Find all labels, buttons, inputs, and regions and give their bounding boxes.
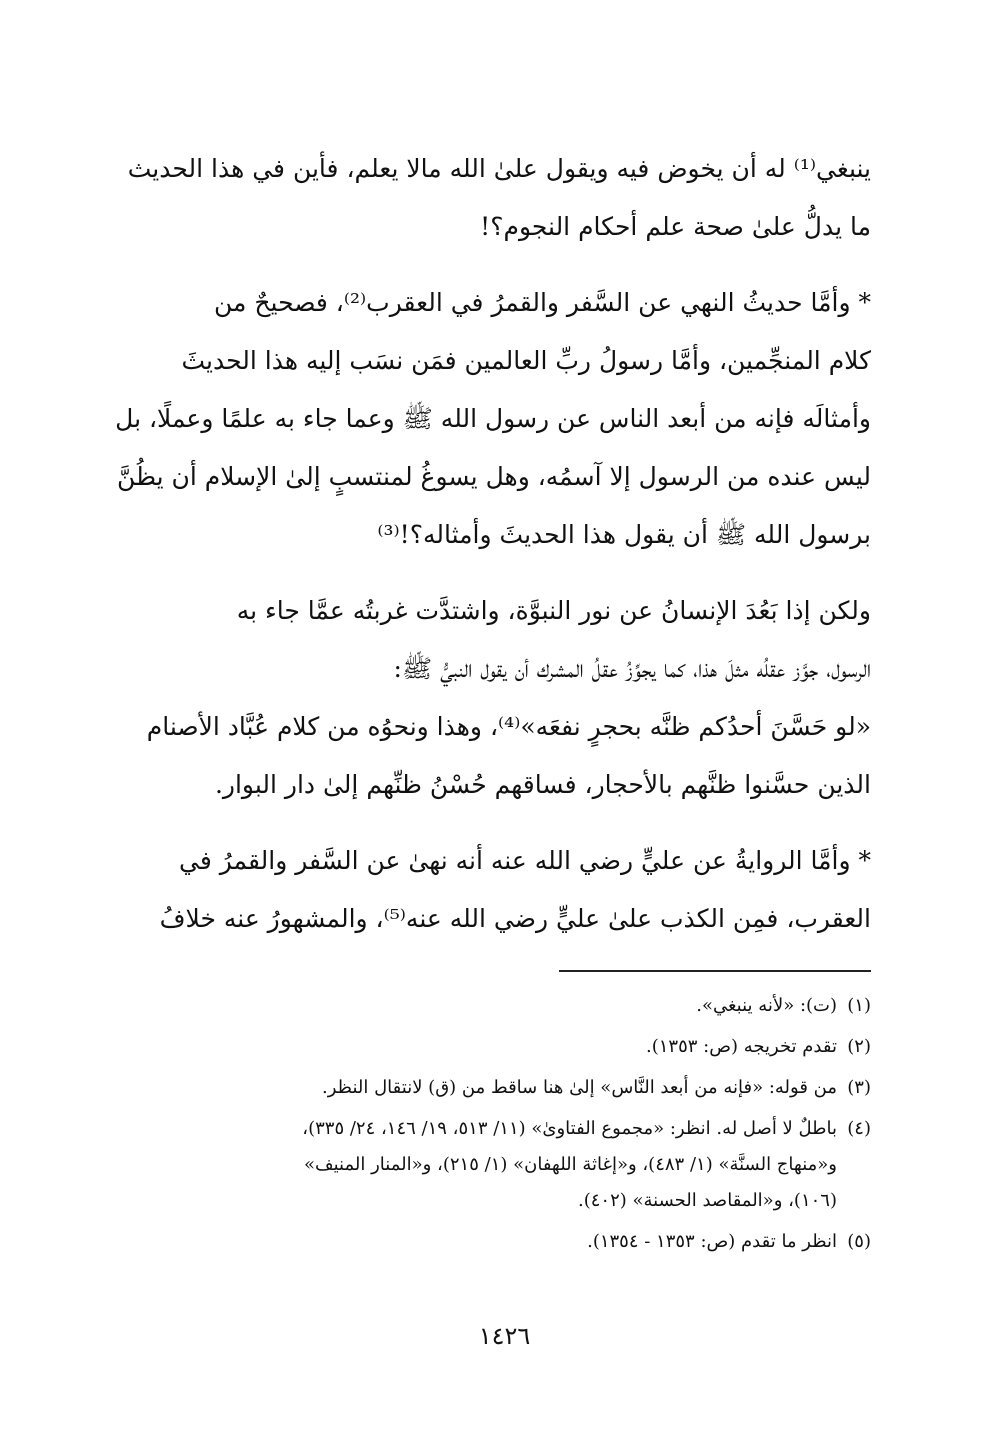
text-line: العقرب، فمِن الكذب علىٰ عليٍّ رضي الله عنه⁽⁵⁾، والمشهورُ عنه خلافُ <box>159 904 871 933</box>
paragraph-3 <box>115 582 871 814</box>
text-line: * وأمَّا حديثُ النهي عن السَّفر والقمرُ في العقرب⁽²⁾، فصحيحٌ من <box>214 288 871 317</box>
paragraph-1 <box>115 140 871 256</box>
footnote-text: باطلٌ لا أصل له. انظر: «مجموع الفتاوىٰ» (١١/ ٥١٣، ١٩/ ١٤٦، ٢٤/ ٣٣٥)، <box>302 1118 837 1139</box>
text-line: برسول الله ﷺ أن يقول هذا الحديثَ وأمثاله؟!⁽³⁾ <box>377 520 871 549</box>
footnote-1 <box>115 988 871 1024</box>
footnote-number: (٥) <box>847 1231 871 1252</box>
footnote-5 <box>115 1224 871 1260</box>
paragraph-4 <box>115 832 871 948</box>
footnote-text: و«منهاج السنَّة» (١/ ٤٨٣)، و«إغاثة اللهفان» (١/ ٢١٥)، و«المنار المنيف» <box>303 1154 837 1175</box>
footnote-4 <box>115 1111 871 1219</box>
footnote-text: (ت): «لأنه ينبغي». <box>696 995 837 1016</box>
footnotes <box>115 988 871 1265</box>
text-line: ينبغي⁽¹⁾ له أن يخوض فيه ويقول علىٰ الله مالا يعلم، فأين في هذا الحديث <box>127 154 871 183</box>
text-line: ليس عنده من الرسول إلا آسمُه، وهل يسوغُ لمنتسبٍ إلىٰ الإسلام أن يظُنَّ <box>117 462 871 491</box>
footnote-number: (٣) <box>847 1077 871 1098</box>
footnote-divider <box>559 970 871 972</box>
footnote-number: (١) <box>847 995 871 1016</box>
text-line: وأمثالَه فإنه من أبعد الناس عن رسول الله ﷺ وعما جاء به علمًا وعملًا، بل <box>115 404 871 433</box>
footnote-number: (٢) <box>847 1036 871 1057</box>
paragraph-2 <box>115 274 871 564</box>
footnote-number: (٤) <box>847 1118 871 1139</box>
footnote-text: من قوله: «فإنه من أبعد النَّاس» إلىٰ هنا ساقط من (ق) لانتقال النظر. <box>322 1077 837 1098</box>
page-number: ١٤٢٦ <box>478 1322 531 1350</box>
footnote-text: انظر ما تقدم (ص: ١٣٥٣ - ١٣٥٤). <box>587 1231 837 1252</box>
footnote-text: (١٠٦)، و«المقاصد الحسنة» (٤٠٢). <box>577 1190 837 1211</box>
text-line: الرسول، جوَّز عقلُه مثلَ هذا، كما يجوِّزُ عقلُ المشرك أن يقول النبيُّ ﷺ: <box>393 654 871 683</box>
footnote-text: تقدم تخريجه (ص: ١٣٥٣). <box>646 1036 837 1057</box>
text-line: * وأمَّا الروايةُ عن عليٍّ رضي الله عنه أنه نهىٰ عن السَّفر والقمرُ في <box>179 846 871 875</box>
main-text <box>115 140 871 966</box>
text-line: كلام المنجِّمين، وأمَّا رسولُ ربِّ العالمين فمَن نسَب إليه هذا الحديثَ <box>181 346 871 375</box>
footnote-2 <box>115 1029 871 1065</box>
text-line: ولكن إذا بَعُدَ الإنسانُ عن نور النبوَّة، واشتدَّت غربتُه عمَّا جاء به <box>236 596 871 625</box>
footnote-3 <box>115 1070 871 1106</box>
text-line: «لو حَسَّنَ أحدُكم ظنَّه بحجرٍ نفعَه»⁽⁴⁾، وهذا ونحوُه من كلام عُبَّاد الأصنام <box>146 712 871 741</box>
text-line: الذين حسَّنوا ظنَّهم بالأحجار، فساقهم حُسْنُ ظنِّهم إلىٰ دار البوار. <box>214 770 871 799</box>
text-line: ما يدلُّ علىٰ صحة علم أحكام النجوم؟! <box>480 212 871 241</box>
